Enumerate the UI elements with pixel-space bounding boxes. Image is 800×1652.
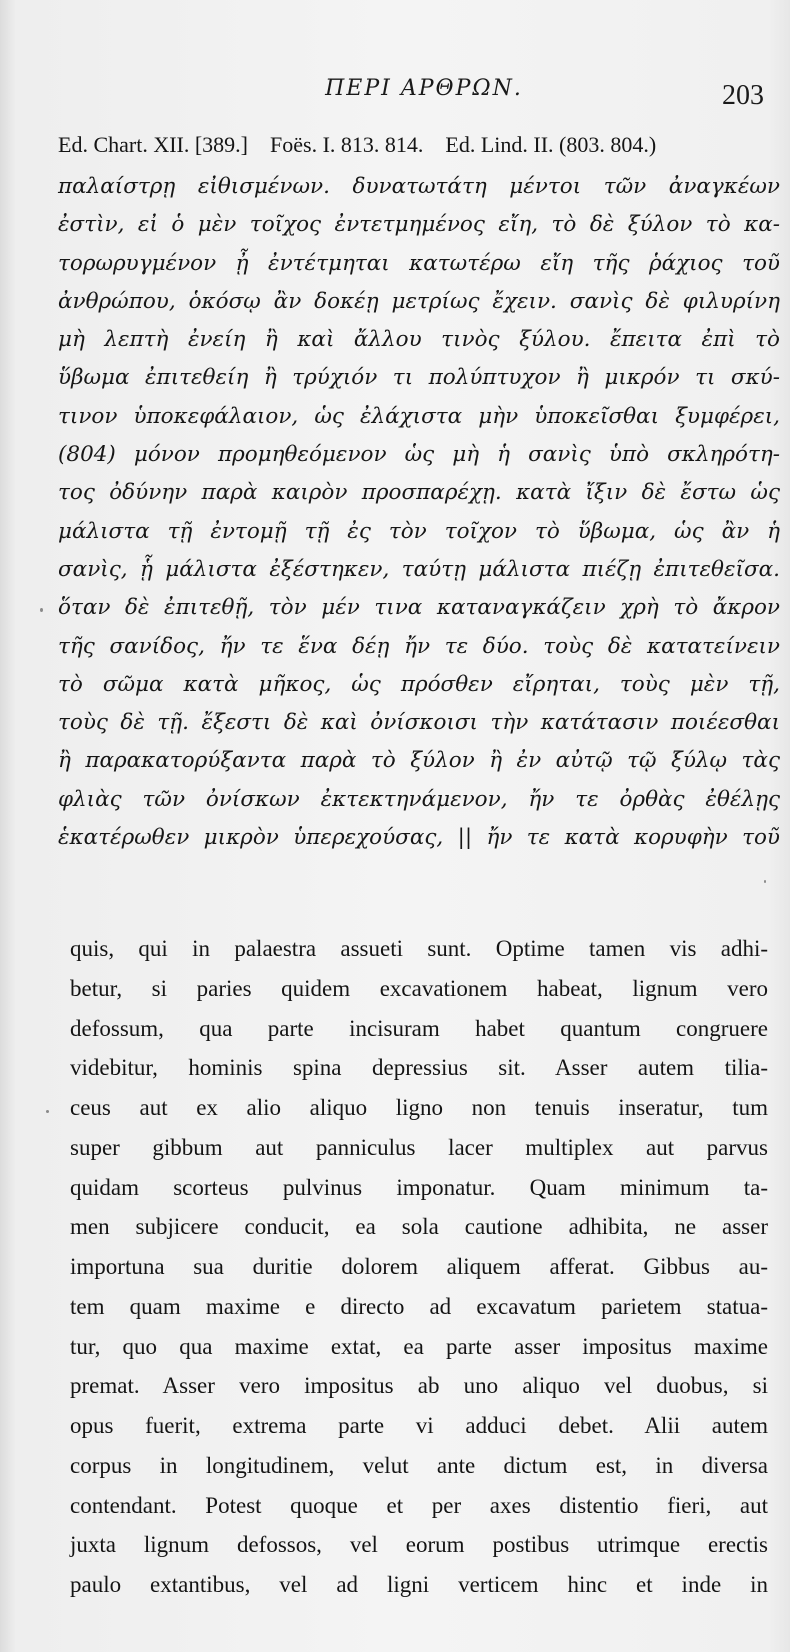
greek-line: τὸ σῶμα κατὰ μῆκος, ὡς πρόσθεν εἴρηται, τοὺς μὲν τῇ, xyxy=(58,671,780,697)
running-title: ΠΕΡΙ ΑΡΘΡΩΝ. xyxy=(325,76,523,101)
chartier-reference: Ed. Chart. XII. [389.] xyxy=(58,132,249,157)
greek-line: ὕβωμα ἐπιτεθείη ἢ τρύχιόν τι πολύπτυχον ἢ μικρόν τι σκύ- xyxy=(58,365,780,391)
greek-line: ἑκατέρωθεν μικρὸν ὑπερεχούσας, || ἤν τε κατὰ κορυφὴν τοῦ xyxy=(58,825,780,851)
latin-line: premat. Asser vero impositus ab uno aliquo vel duobus, si xyxy=(70,1373,768,1399)
latin-line: betur, si paries quidem excavationem habeat, lignum vero xyxy=(70,975,768,1001)
page-number: 203 xyxy=(722,80,764,111)
latin-line: tur, quo qua maxime extat, ea parte asser impositus maxime xyxy=(70,1333,768,1359)
latin-line: opus fuerit, extrema parte vi adduci debet. Alii autem xyxy=(70,1413,768,1438)
latin-text-block xyxy=(70,929,768,1605)
paper-speck xyxy=(46,1110,49,1113)
greek-text-block xyxy=(58,168,780,857)
latin-line: contendant. Potest quoque et per axes distentio fieri, aut xyxy=(70,1492,768,1518)
linden-reference: Ed. Lind. II. (803. 804.) xyxy=(445,132,657,157)
greek-line: ἐστὶν, εἰ ὁ μὲν τοῖχος ἐντετμημένος εἴη, τὸ δὲ ξύλον τὸ κα- xyxy=(58,212,780,238)
latin-line: tem quam maxime e directo ad excavatum parietem statua- xyxy=(70,1293,768,1319)
greek-line: μὴ λεπτὴ ἐνείη ἢ καὶ ἄλλου τινὸς ξύλου. ἔπειτα ἐπὶ τὸ xyxy=(58,327,780,353)
greek-line: τοὺς δὲ τῇ. ἔξεστι δὲ καὶ ὀνίσκοισι τὴν κατάτασιν ποιέεσθαι xyxy=(58,710,780,736)
greek-line: σανὶς, ᾗ μάλιστα ἐξέστηκεν, ταύτῃ μάλιστα πιέζῃ ἐπιτεθεῖσα. xyxy=(58,556,780,582)
latin-line: super gibbum aut panniculus lacer multiplex aut parvus xyxy=(70,1134,768,1160)
page-header xyxy=(70,76,778,116)
edition-reference-line xyxy=(58,132,778,158)
greek-line: τος ὀδύνην παρὰ καιρὸν προσπαρέχῃ. κατὰ ἴξιν δὲ ἔστω ὡς xyxy=(58,480,780,506)
greek-line: ἀνθρώπου, ὁκόσῳ ἂν δοκέῃ μετρίως ἔχειν. σανὶς δὲ φιλυρίνη xyxy=(58,288,780,314)
foesius-reference: Foës. I. 813. 814. xyxy=(270,132,424,157)
greek-line: ἢ παρακατορύξαντα παρὰ τὸ ξύλον ἢ ἐν αὐτῷ τῷ ξύλῳ τὰς xyxy=(58,748,780,774)
latin-line: videbitur, hominis spina depressius sit. Asser autem tilia- xyxy=(70,1055,768,1081)
latin-line: ceus aut ex alio aliquo ligno non tenuis inseratur, tum xyxy=(70,1095,768,1120)
greek-line: τορωρυγμένον ᾖ ἐντέτμηται κατωτέρω εἴη τῆς ῥάχιος τοῦ xyxy=(58,250,780,276)
latin-line: corpus in longitudinem, velut ante dictum est, in diversa xyxy=(70,1452,768,1478)
latin-line: quidam scorteus pulvinus imponatur. Quam minimum ta- xyxy=(70,1174,768,1200)
paper-speck xyxy=(40,608,43,612)
greek-line: τινον ὑποκεφάλαιον, ὡς ἐλάχιστα μὴν ὑποκεῖσθαι ξυμφέρει, xyxy=(58,403,780,429)
latin-line: paulo extantibus, vel ad ligni verticem hinc et inde in xyxy=(70,1572,768,1597)
greek-line: μάλιστα τῇ ἐντομῇ τῇ ἐς τὸν τοῖχον τὸ ὕβωμα, ὡς ἂν ἡ xyxy=(58,518,780,544)
latin-line: men subjicere conducit, ea sola cautione adhibita, ne asser xyxy=(70,1214,768,1240)
greek-line: παλαίστρῃ εἰθισμένων. δυνατωτάτη μέντοι τῶν ἀναγκέων xyxy=(58,174,780,199)
paper-speck xyxy=(764,880,766,883)
latin-line: quis, qui in palaestra assueti sunt. Optime tamen vis adhi- xyxy=(70,936,768,961)
greek-line: (804) μόνον προμηθεόμενον ὡς μὴ ἡ σανὶς ὑπὸ σκληρότη- xyxy=(58,442,780,468)
latin-line: juxta lignum defossos, vel eorum postibus utrimque erectis xyxy=(70,1532,768,1558)
latin-line: importuna sua duritie dolorem aliquem afferat. Gibbus au- xyxy=(70,1254,768,1279)
greek-line: τῆς σανίδος, ἤν τε ἕνα δέῃ ἤν τε δύο. τοὺς δὲ κατατείνειν xyxy=(58,633,780,659)
latin-line: defossum, qua parte incisuram habet quantum congruere xyxy=(70,1015,768,1041)
greek-line: ὅταν δὲ ἐπιτεθῇ, τὸν μέν τινα καταναγκάζειν χρὴ τὸ ἄκρον xyxy=(58,595,780,621)
page-edge xyxy=(790,0,800,1652)
greek-line: φλιὰς τῶν ὀνίσκων ἐκτεκτηνάμενον, ἤν τε ὀρθὰς ἐθέλῃς xyxy=(58,786,780,812)
